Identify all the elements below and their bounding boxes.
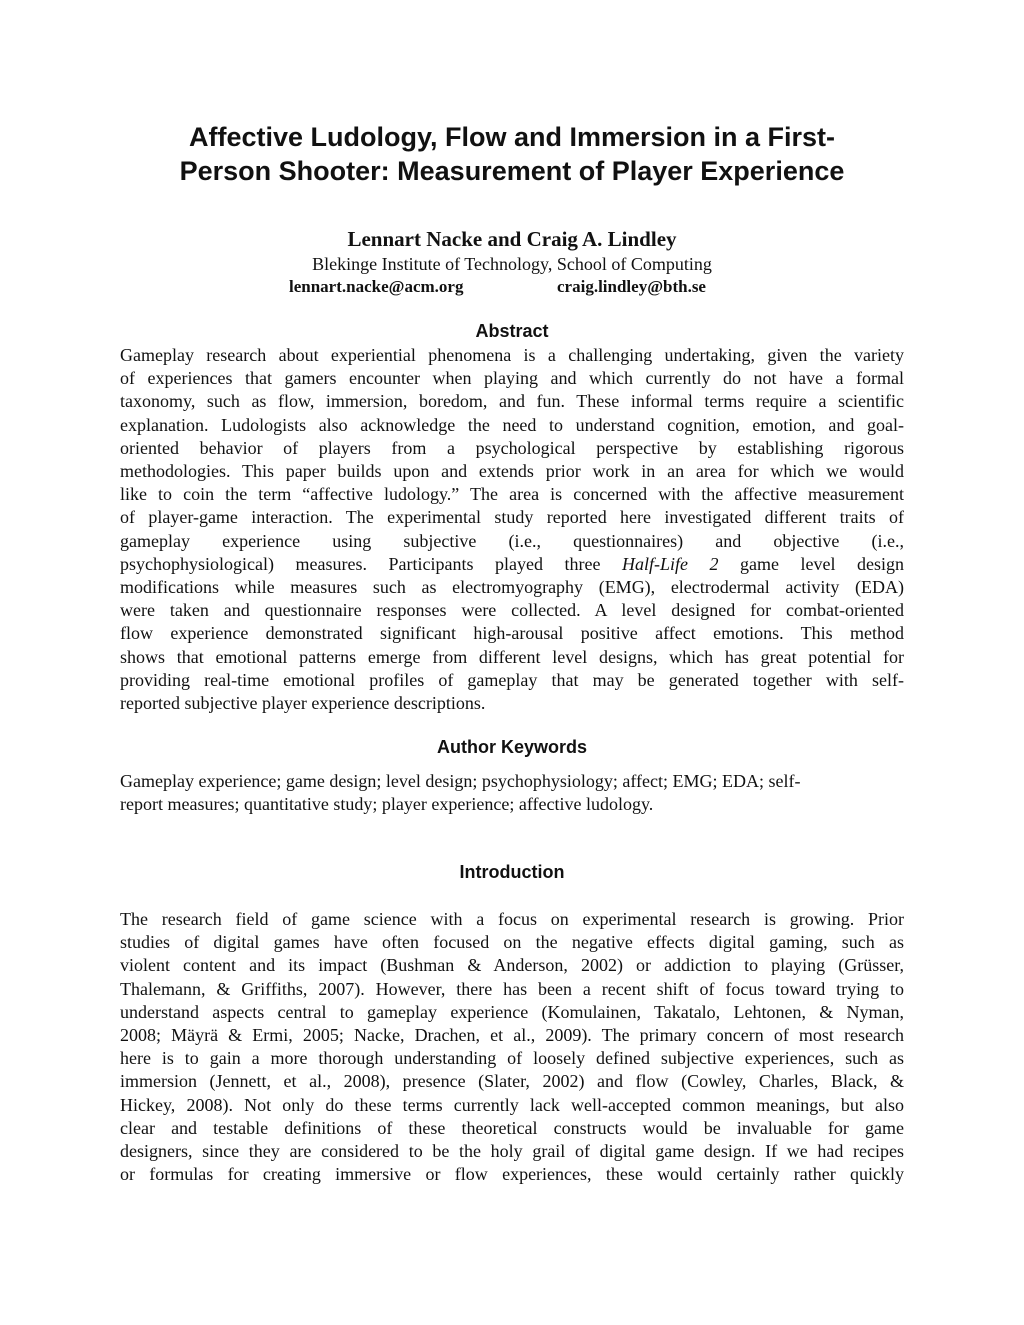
- abstract-line: providing real-time emotional profiles of gameplay that may be generated together with self-: [120, 669, 904, 690]
- keywords-line: report measures; quantitative study; player experience; affective ludology.: [120, 794, 654, 815]
- abstract-line: methodologies. This paper builds upon and extends prior work in an area for which we would: [120, 461, 904, 482]
- paper-title: [120, 120, 904, 188]
- intro-line: here is to gain a more thorough understanding of loosely defined subjective experiences, such as: [120, 1048, 904, 1069]
- intro-line: Thalemann, & Griffiths, 2007). However, there has been a recent shift of focus toward trying to: [120, 978, 904, 999]
- abstract-line-tail: game level design: [740, 553, 904, 574]
- intro-line: understand aspects central to gameplay experience (Komulainen, Takatalo, Lehtonen, & Nyman,: [120, 1001, 904, 1022]
- intro-line: designers, since they are considered to be the holy grail of digital game design. If we had recipes: [120, 1141, 904, 1162]
- abstract-line: like to coin the term “affective ludology.” The area is concerned with the affective measurement: [120, 484, 904, 505]
- introduction-body: [120, 908, 904, 1186]
- abstract-line-head: psychophysiological) measures. Participants played three: [120, 553, 601, 574]
- abstract-line: modifications while measures such as electromyography (EMG), electrodermal activity (EDA): [120, 577, 904, 598]
- intro-line: or formulas for creating immersive or flow experiences, these would certainly rather quickly: [120, 1164, 904, 1185]
- keywords-body: [120, 770, 904, 816]
- abstract-line: Gameplay research about experiential phenomena is a challenging undertaking, given the variety: [120, 345, 904, 365]
- abstract-line: gameplay experience using subjective (i.e., questionnaires) and objective (i.e.,: [120, 530, 904, 551]
- abstract-line: shows that emotional patterns emerge from different level designs, which has great potential for: [120, 646, 904, 667]
- abstract-line: flow experience demonstrated significant high-arousal positive affect emotions. This method: [120, 623, 904, 644]
- title-line-1: Affective Ludology, Flow and Immersion in a First-: [188, 122, 836, 152]
- keywords-line: Gameplay experience; game design; level design; psychophysiology; affect; EMG; EDA; self-: [120, 771, 801, 791]
- intro-line: immersion (Jennett, et al., 2008), presence (Slater, 2002) and flow (Cowley, Charles, Black, &: [120, 1071, 904, 1092]
- author-names: Lennart Nacke and Craig A. Lindley: [347, 227, 677, 251]
- author-email-1: lennart.nacke@acm.org: [289, 277, 464, 296]
- abstract-line: were taken and questionnaire responses were collected. A level designed for combat-oriented: [120, 600, 904, 621]
- intro-line: clear and testable definitions of these theoretical constructs would be invaluable for game: [120, 1117, 904, 1138]
- abstract-line: reported subjective player experience descriptions.: [120, 693, 486, 714]
- author-affiliation: Blekinge Institute of Technology, School of Computing: [312, 254, 712, 274]
- intro-line: The research field of game science with a focus on experimental research is growing. Prior: [120, 909, 904, 929]
- abstract-line: of player-game interaction. The experimental study reported here investigated different traits of: [120, 507, 904, 528]
- author-email-2: craig.lindley@bth.se: [557, 277, 706, 296]
- abstract-heading: Abstract: [475, 321, 549, 341]
- game-title-italic: Half-Life 2: [621, 553, 719, 574]
- abstract-line: taxonomy, such as flow, immersion, boredom, and fun. These informal terms require a scientific: [120, 391, 904, 412]
- abstract-line-with-italic: [120, 553, 904, 576]
- abstract-line: explanation. Ludologists also acknowledge the need to understand cognition, emotion, and goal-: [120, 414, 904, 435]
- abstract-line: oriented behavior of players from a psychological perspective by establishing rigorous: [120, 437, 904, 458]
- intro-line: 2008; Mäyrä & Ermi, 2005; Nacke, Drachen, et al., 2009). The primary concern of most research: [120, 1025, 904, 1046]
- keywords-heading: Author Keywords: [436, 737, 587, 757]
- intro-line: studies of digital games have often focused on the negative effects digital gaming, such as: [120, 932, 904, 953]
- intro-line: violent content and its impact (Bushman & Anderson, 2002) or addiction to playing (Grüsser,: [120, 955, 904, 976]
- introduction-heading: Introduction: [459, 862, 565, 882]
- intro-line: Hickey, 2008). Not only do these terms currently lack well-accepted common meanings, but also: [120, 1094, 904, 1115]
- title-line-2: Person Shooter: Measurement of Player Experience: [179, 156, 845, 186]
- abstract-line: of experiences that gamers encounter when playing and which currently do not have a formal: [120, 368, 904, 389]
- abstract-body: [120, 344, 904, 715]
